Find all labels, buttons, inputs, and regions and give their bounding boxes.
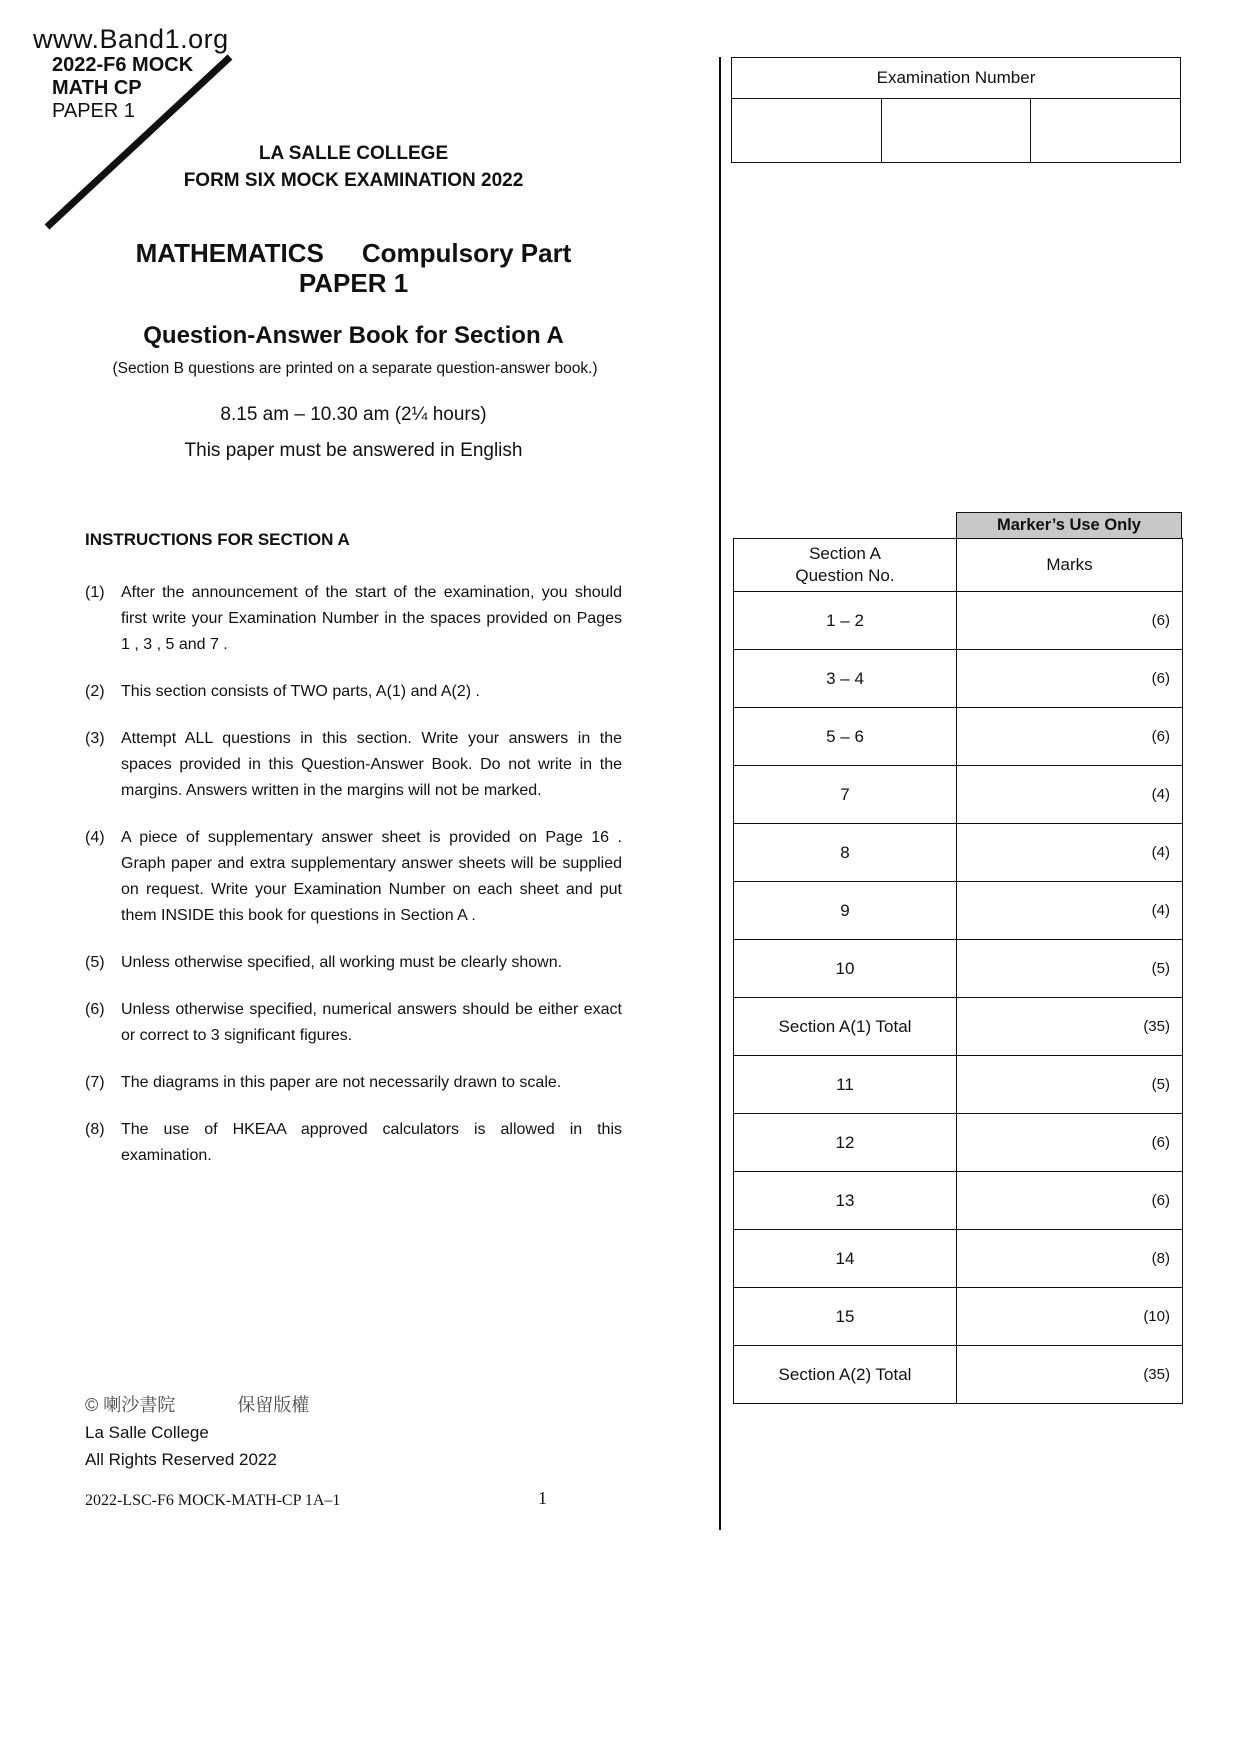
table-row [734,1288,1183,1346]
instruction-item [85,1070,622,1096]
page-number: 1 [538,1488,547,1508]
question-no-cell: Section A(1) Total [734,998,957,1056]
marks-cell: (10) [957,1288,1183,1346]
exam-number-cell [881,99,1031,163]
table-row [734,1114,1183,1172]
session-language: This paper must be answered in English [184,440,523,461]
table-row [734,1172,1183,1230]
table-row [734,650,1183,708]
instruction-item [85,825,622,929]
instruction-text: A piece of supplementary answer sheet is provided on Page 16 . Graph paper and extra supplementary answer sheets will be supplied on request. Write your Examination Number on each sheet and put them INSIDE this book for questions in Section A . [121,829,622,924]
paper-number: PAPER 1 [298,268,409,298]
subject-name: MATHEMATICS [135,238,324,268]
marks-cell: (35) [957,998,1183,1056]
instruction-text: The diagrams in this paper are not necessarily drawn to scale. [121,1074,562,1091]
corner-line-paper: PAPER 1 [52,100,135,122]
marks-cell: (6) [957,1114,1183,1172]
question-no-cell: 7 [734,766,957,824]
instruction-item [85,950,622,976]
table-row [734,708,1183,766]
book-note: (Section B questions are printed on a separate question-answer book.) [112,360,598,377]
instruction-text: This section consists of TWO parts, A(1) and A(2) . [121,683,480,700]
instruction-item [85,726,622,804]
instruction-item [85,997,622,1049]
column-divider-line [719,57,721,1530]
session-time: 8.15 am – 10.30 am (2¼ hours) [220,404,487,425]
instruction-number: (3) [85,730,105,747]
instruction-number: (6) [85,1001,105,1018]
instruction-text: Unless otherwise specified, all working must be clearly shown. [121,954,563,971]
marks-cell: (4) [957,766,1183,824]
question-no-cell: 11 [734,1056,957,1114]
table-row [734,592,1183,650]
exam-number-cell [732,99,882,163]
question-no-cell: 10 [734,940,957,998]
table-row [734,1056,1183,1114]
table-row [734,940,1183,998]
instruction-item [85,1117,622,1169]
question-no-header-line1: Section A [809,544,881,563]
instruction-number: (1) [85,584,105,601]
copyright-cjk-line [85,1392,309,1419]
question-no-cell: 5 – 6 [734,708,957,766]
instruction-text: Attempt ALL questions in this section. Write your answers in the spaces provided in this Question-Answer Book. Do not write in the margins. Answers written in the margins will not be marked. [121,730,622,799]
marks-column-header: Marks [957,539,1183,592]
examination-number-table [731,57,1181,163]
instruction-text: After the announcement of the start of the examination, you should first write your Examination Number in the spaces provided on Pages 1 , 3 , 5 and 7 . [121,584,622,653]
question-no-cell: 9 [734,882,957,940]
school-name: LA SALLE COLLEGE [258,143,449,164]
question-no-column-header [734,539,957,592]
instruction-text: Unless otherwise specified, numerical answers should be either exact or correct to 3 significant figures. [121,1001,622,1044]
school-heading [85,140,622,194]
marks-cell: (4) [957,882,1183,940]
marks-cell: (4) [957,824,1183,882]
marks-cell: (35) [957,1346,1183,1404]
question-no-header-line2: Question No. [795,566,895,585]
corner-line-mock: 2022-F6 MOCK [52,54,194,76]
copyright-school: La Salle College [85,1423,209,1442]
question-no-cell: 13 [734,1172,957,1230]
instruction-number: (7) [85,1074,105,1091]
instruction-number: (5) [85,954,105,971]
copyright-cjk-rights: 保留版權 [237,1395,310,1415]
instruction-number: (8) [85,1121,105,1138]
question-no-cell: 3 – 4 [734,650,957,708]
watermark-url: www.Band1.org [33,24,229,54]
table-row [734,998,1183,1056]
question-no-cell: 12 [734,1114,957,1172]
paper-title-line1 [85,238,622,268]
table-row [734,1230,1183,1288]
marks-table [733,538,1183,1404]
instruction-number: (2) [85,683,105,700]
markers-use-only-header: Marker’s Use Only [956,512,1182,538]
copyright-cjk-school: © 喇沙書院 [85,1395,176,1415]
question-no-cell: 1 – 2 [734,592,957,650]
question-no-cell: 15 [734,1288,957,1346]
corner-line-subject: MATH CP [52,77,142,99]
exam-name: FORM SIX MOCK EXAMINATION 2022 [183,170,524,191]
instruction-number: (4) [85,829,105,846]
marks-cell: (5) [957,940,1183,998]
instruction-text: The use of HKEAA approved calculators is allowed in this examination. [121,1121,622,1164]
marks-cell: (5) [957,1056,1183,1114]
diagonal-strike-line [0,0,260,240]
table-row [734,766,1183,824]
question-no-cell: Section A(2) Total [734,1346,957,1404]
book-heading: Question-Answer Book for Section A [143,322,564,349]
table-row [734,882,1183,940]
marks-cell: (6) [957,650,1183,708]
copyright-rights: All Rights Reserved 2022 [85,1450,277,1469]
marks-cell: (6) [957,592,1183,650]
instruction-item [85,679,622,705]
footer-paper-code: 2022-LSC-F6 MOCK-MATH-CP 1A–1 [85,1492,341,1509]
marks-cell: (8) [957,1230,1183,1288]
instructions-heading: INSTRUCTIONS FOR SECTION A [85,530,350,549]
question-no-cell: 8 [734,824,957,882]
paper-title [85,238,622,298]
copyright-block [85,1392,309,1473]
table-row [734,1346,1183,1404]
exam-number-cell [1031,99,1181,163]
marks-cell: (6) [957,708,1183,766]
table-row [734,824,1183,882]
subject-part: Compulsory Part [361,238,572,268]
instruction-item [85,580,622,658]
examination-number-header: Examination Number [732,58,1181,99]
question-no-cell: 14 [734,1230,957,1288]
instructions-list [85,580,622,1190]
marks-cell: (6) [957,1172,1183,1230]
